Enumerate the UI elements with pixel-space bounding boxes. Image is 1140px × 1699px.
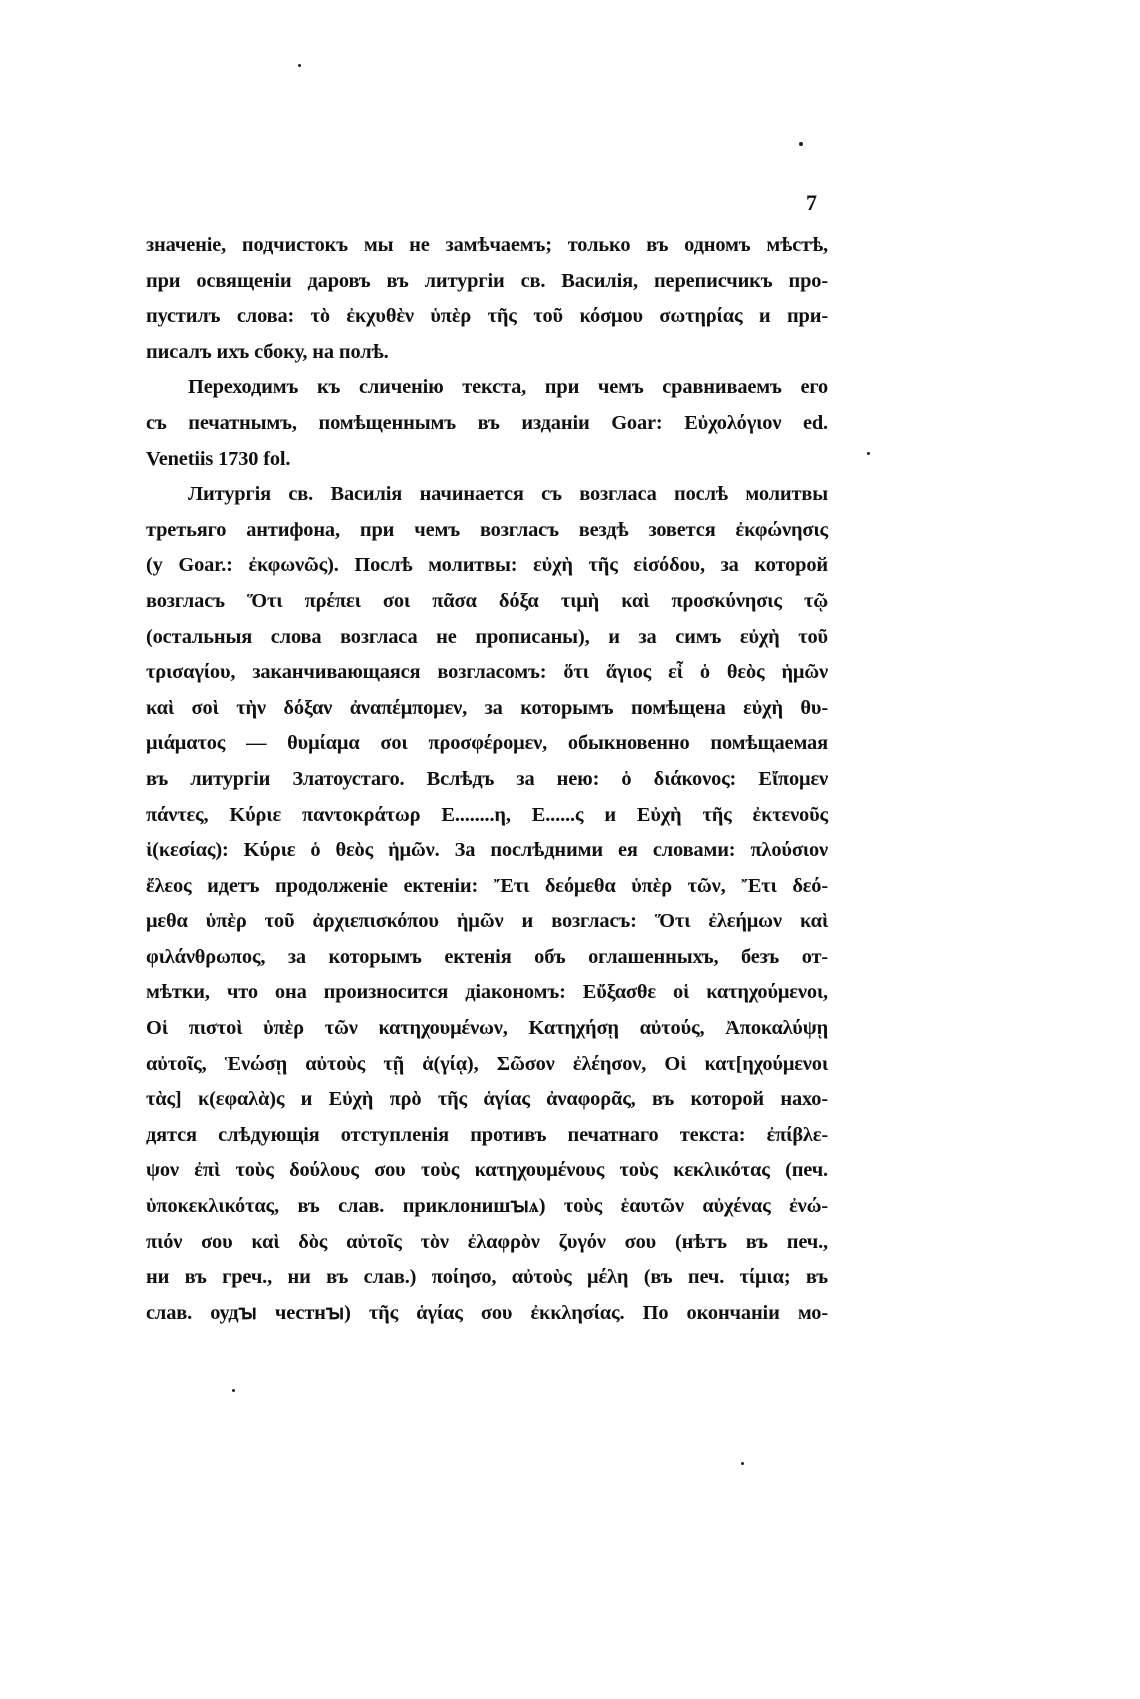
text-line: τρισαγίου, заканчивающаяся возгласомъ: ὅτι ἅγιος εἶ ὁ θεὸς ἡμῶν	[146, 661, 828, 684]
scan-speck	[741, 1462, 744, 1465]
text-line: Οἱ πιστοὶ ὑπὲρ τῶν κατηχουμένων, Κατηχήσῃ αὐτούς, Ἀποκαλύψῃ	[146, 1017, 828, 1040]
text-line: αὐτοῖς, Ἑνώσῃ αὐτοὺς τῇ ἁ(γίᾳ), Σῶσον ἐλέησον, Οἱ κατ[ηχούμενοι	[146, 1052, 828, 1075]
text-line: πιόν σου καὶ δὸς αὐτοῖς τὸν ἐλαφρὸν ζυγόν σου (нѣтъ въ печ.,	[146, 1230, 828, 1253]
text-line: Переходимъ къ сличенію текста, при чемъ сравниваемъ его	[188, 376, 828, 399]
body-text	[146, 228, 828, 1331]
text-line: μιάματος — θυμίαμα σοι προσφέρομεν, обыкновенно помѣщаемая	[146, 732, 828, 755]
text-line: (остальныя слова возгласа не прописаны), и за симъ εὐχὴ τοῦ	[146, 625, 828, 648]
text-line: пустилъ слова: τὸ ἐκχυθὲν ὑπὲρ τῆς τοῦ κόσμου σωτηρίας и при-	[146, 305, 828, 328]
text-line: третьяго антифона, при чемъ возгласъ вездѣ зовется ἐκφώνησις	[146, 518, 828, 541]
text-line: φιλάνθρωπος, за которымъ ектенія объ оглашенныхъ, безъ от-	[146, 945, 828, 968]
text-line: значеніе, подчистокъ мы не замѣчаемъ; только въ одномъ мѣстѣ,	[146, 234, 828, 256]
text-line: ἱ(κεσίας): Κύριε ὁ θεὸς ἡμῶν. За послѣдними ея словами: πλούσιον	[146, 839, 828, 862]
text-line: слав. оудꙑ честнꙑ) τῆς ἁγίας σου ἐκκλησίας. По окончаніи мо-	[146, 1301, 828, 1324]
text-line: Venetiis 1730 fol.	[146, 447, 291, 470]
text-line: при освященіи даровъ въ литургіи св. Василія, переписчикъ про-	[146, 269, 828, 292]
text-line: μεθα ὑπὲρ τοῦ ἀρχιεπισκόπου ἡμῶν и возгласъ: Ὅτι ἐλεήμων καὶ	[146, 910, 828, 933]
text-line: дятся слѣдующія отступленія противъ печатнаго текста: ἐπίβλε-	[146, 1123, 828, 1146]
text-line: πάντες, Κύριε παντοκράτωρ Ε........η, Ε......ς и Εὐχὴ τῆς ἐκτενοῦς	[146, 803, 828, 826]
text-line: ни въ греч., ни въ слав.) ποίησο, αὐτοὺς μέλη (въ печ. τίμια; въ	[146, 1266, 828, 1289]
text-line: возгласъ Ὅτι πρέπει σοι πᾶσα δόξα τιμὴ καὶ προσκύνησις τῷ	[146, 589, 828, 612]
text-line: мѣтки, что она произносится діакономъ: Εὔξασθε οἱ κατηχούμενοι,	[146, 981, 828, 1004]
text-line: ἔλεος идетъ продолженіе ектеніи: Ἔτι δεόμεθα ὑπὲρ τῶν, Ἔτι δεό-	[146, 874, 828, 897]
scan-speck	[298, 64, 301, 67]
text-line: въ литургіи Златоустаго. Вслѣдъ за нею: ὁ διάκονος: Εἴπομεν	[146, 767, 828, 790]
page-number: 7	[806, 190, 817, 215]
text-line: ὑποκεκλικότας, въ слав. приклонишꙑѧ) τοὺς ἑαυτῶν αὐχένας ἐνώ-	[146, 1195, 828, 1218]
scan-speck	[232, 1389, 235, 1392]
text-line: съ печатнымъ, помѣщеннымъ въ изданіи Goar: Εὐχολόγιον ed.	[146, 411, 828, 434]
text-line: Литургія св. Василія начинается съ возгласа послѣ молитвы	[188, 483, 828, 506]
text-line: καὶ σοὶ τὴν δόξαν ἀναπέμπομεν, за которымъ помѣщена εὐχὴ θυ-	[146, 696, 828, 719]
text-line: ψον ἐπὶ τοὺς δούλους σου τοὺς κατηχουμένους τοὺς κεκλικότας (печ.	[146, 1159, 828, 1182]
scan-speck	[799, 142, 803, 146]
scan-speck	[867, 452, 870, 455]
text-line: τὰς] κ(εφαλὰ)ς и Εὐχὴ πρὸ τῆς ἁγίας ἀναφορᾶς, въ которой нахо-	[146, 1088, 828, 1111]
text-line: (у Goar.: ἐκφωνῶς). Послѣ молитвы: εὐχὴ τῆς εἰσόδου, за которой	[146, 554, 828, 577]
text-line: писалъ ихъ сбоку, на полѣ.	[146, 340, 389, 363]
